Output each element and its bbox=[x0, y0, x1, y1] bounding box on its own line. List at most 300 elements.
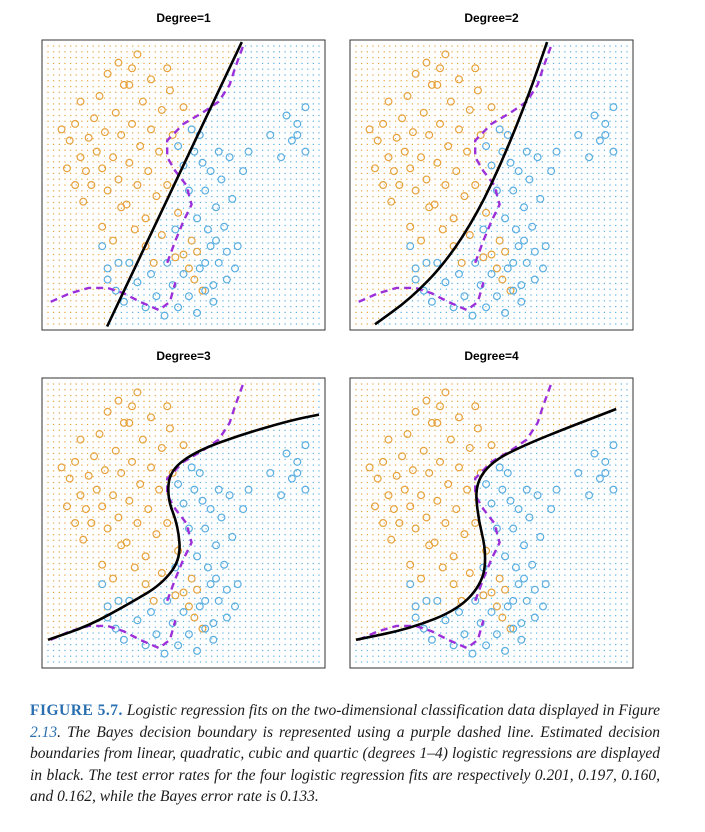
point-orange bbox=[83, 168, 90, 175]
point-orange bbox=[134, 389, 141, 396]
error-rate-degree-1: 0.201 bbox=[534, 766, 570, 784]
point-blue bbox=[537, 534, 544, 541]
point-orange bbox=[399, 453, 406, 460]
point-orange bbox=[153, 193, 160, 200]
point-orange bbox=[104, 408, 111, 415]
point-orange bbox=[96, 431, 103, 438]
point-orange bbox=[134, 520, 141, 527]
point-blue bbox=[148, 609, 155, 616]
point-blue bbox=[496, 464, 503, 471]
point-orange bbox=[194, 248, 201, 255]
point-orange bbox=[142, 553, 149, 560]
point-blue bbox=[294, 132, 301, 139]
point-blue bbox=[523, 486, 530, 493]
point-orange bbox=[385, 154, 392, 161]
point-blue bbox=[610, 442, 617, 449]
point-orange bbox=[385, 492, 392, 499]
point-orange bbox=[115, 59, 122, 66]
point-blue bbox=[480, 226, 487, 233]
point-blue bbox=[515, 581, 522, 588]
point-blue bbox=[597, 137, 604, 144]
point-blue bbox=[521, 575, 528, 582]
point-orange bbox=[442, 520, 449, 527]
point-blue bbox=[526, 514, 533, 521]
point-orange bbox=[188, 237, 195, 244]
point-orange bbox=[456, 414, 463, 421]
point-blue bbox=[120, 636, 127, 643]
point-orange bbox=[423, 397, 430, 404]
point-blue bbox=[442, 279, 449, 286]
point-blue bbox=[456, 609, 463, 616]
caption-sep-3: , and bbox=[30, 766, 661, 805]
point-blue bbox=[204, 226, 211, 233]
bayes-boundary-lower bbox=[51, 620, 176, 648]
point-blue bbox=[175, 143, 182, 150]
point-blue bbox=[240, 506, 247, 513]
point-orange bbox=[439, 226, 446, 233]
point-blue bbox=[175, 304, 182, 311]
point-blue bbox=[529, 561, 536, 568]
point-blue bbox=[515, 243, 522, 250]
point-orange bbox=[391, 506, 398, 513]
point-orange bbox=[407, 561, 414, 568]
point-blue bbox=[202, 187, 209, 194]
point-blue bbox=[540, 265, 547, 272]
point-blue bbox=[283, 112, 290, 119]
point-blue bbox=[175, 642, 182, 649]
point-orange bbox=[380, 120, 387, 127]
point-blue bbox=[586, 154, 593, 161]
point-orange bbox=[466, 445, 473, 452]
point-blue bbox=[510, 525, 517, 532]
point-orange bbox=[442, 389, 449, 396]
point-blue bbox=[229, 196, 236, 203]
point-orange bbox=[412, 408, 419, 415]
point-orange bbox=[118, 542, 125, 549]
point-blue bbox=[510, 597, 517, 604]
point-blue bbox=[267, 132, 274, 139]
point-blue bbox=[423, 597, 430, 604]
point-blue bbox=[434, 259, 441, 266]
point-orange bbox=[461, 193, 468, 200]
point-orange bbox=[139, 436, 146, 443]
point-orange bbox=[91, 115, 98, 122]
point-orange bbox=[380, 182, 387, 189]
point-blue bbox=[515, 168, 522, 175]
point-orange bbox=[64, 503, 71, 510]
point-orange bbox=[175, 209, 182, 216]
point-orange bbox=[96, 93, 103, 100]
point-blue bbox=[610, 486, 617, 493]
point-orange bbox=[407, 503, 414, 510]
point-blue bbox=[226, 492, 233, 499]
point-orange bbox=[158, 445, 165, 452]
point-orange bbox=[99, 503, 106, 510]
error-rate-degree-4: 0.162 bbox=[57, 788, 92, 805]
point-blue bbox=[278, 154, 285, 161]
point-orange bbox=[129, 120, 136, 127]
point-orange bbox=[99, 165, 106, 172]
point-blue bbox=[204, 564, 211, 571]
point-orange bbox=[496, 237, 503, 244]
point-orange bbox=[434, 159, 441, 166]
point-orange bbox=[372, 165, 379, 172]
point-orange bbox=[156, 148, 163, 155]
point-blue bbox=[207, 581, 214, 588]
point-blue bbox=[104, 603, 111, 610]
point-blue bbox=[104, 276, 111, 283]
point-orange bbox=[472, 65, 479, 72]
point-orange bbox=[104, 70, 111, 77]
point-blue bbox=[469, 312, 476, 319]
point-blue bbox=[289, 475, 296, 482]
point-orange bbox=[172, 254, 179, 261]
point-blue bbox=[494, 631, 501, 638]
point-orange bbox=[131, 226, 138, 233]
point-blue bbox=[115, 597, 122, 604]
caption-text-3: , while the Bayes error rate is bbox=[92, 788, 280, 805]
point-orange bbox=[380, 520, 387, 527]
bayes-error-rate: 0.133 bbox=[279, 788, 315, 805]
point-blue bbox=[226, 154, 233, 161]
point-orange bbox=[464, 148, 471, 155]
point-blue bbox=[202, 259, 209, 266]
point-blue bbox=[521, 237, 528, 244]
point-blue bbox=[175, 481, 182, 488]
point-orange bbox=[148, 76, 155, 83]
point-blue bbox=[215, 259, 222, 266]
point-orange bbox=[456, 464, 463, 471]
point-orange bbox=[401, 486, 408, 493]
figure-caption bbox=[30, 700, 660, 808]
point-orange bbox=[472, 182, 479, 189]
point-blue bbox=[199, 497, 206, 504]
point-blue bbox=[507, 497, 514, 504]
point-orange bbox=[156, 486, 163, 493]
point-blue bbox=[294, 470, 301, 477]
fit-boundary bbox=[356, 409, 616, 640]
point-orange bbox=[85, 472, 92, 479]
point-orange bbox=[445, 143, 452, 150]
point-blue bbox=[521, 204, 528, 211]
point-orange bbox=[164, 520, 171, 527]
point-orange bbox=[407, 223, 414, 230]
figure-label: FIGURE 5.7. bbox=[30, 702, 123, 719]
point-blue bbox=[504, 470, 511, 477]
point-blue bbox=[196, 603, 203, 610]
point-orange bbox=[164, 403, 171, 410]
point-blue bbox=[483, 143, 490, 150]
point-orange bbox=[380, 458, 387, 465]
point-blue bbox=[553, 486, 560, 493]
point-orange bbox=[388, 198, 395, 205]
point-orange bbox=[418, 237, 425, 244]
panel-title: Degree=4 bbox=[464, 349, 519, 363]
point-orange bbox=[72, 458, 79, 465]
point-orange bbox=[426, 542, 433, 549]
point-orange bbox=[466, 232, 473, 239]
point-orange bbox=[401, 148, 408, 155]
point-blue bbox=[575, 132, 582, 139]
point-orange bbox=[145, 168, 152, 175]
point-orange bbox=[134, 51, 141, 58]
point-blue bbox=[221, 223, 228, 230]
point-blue bbox=[461, 293, 468, 300]
point-blue bbox=[518, 620, 525, 627]
point-blue bbox=[234, 581, 241, 588]
point-orange bbox=[58, 126, 65, 133]
caption-text-2: . The Bayes decision boundary is represented using a purple dashed line. Estimated decision boundaries from linear, quadratic, cubic and quartic (degrees 1–4) logistic regressions are displayed in black. The test error rates for the four logistic regression fits are respectively bbox=[30, 723, 660, 784]
point-orange bbox=[404, 431, 411, 438]
point-orange bbox=[480, 254, 487, 261]
point-orange bbox=[450, 553, 457, 560]
point-orange bbox=[150, 597, 157, 604]
point-blue bbox=[245, 486, 252, 493]
point-orange bbox=[93, 486, 100, 493]
point-blue bbox=[196, 470, 203, 477]
point-blue bbox=[423, 259, 430, 266]
point-blue bbox=[302, 486, 309, 493]
point-blue bbox=[553, 148, 560, 155]
point-orange bbox=[148, 126, 155, 133]
point-orange bbox=[93, 148, 100, 155]
point-orange bbox=[434, 497, 441, 504]
point-orange bbox=[110, 492, 117, 499]
point-blue bbox=[194, 215, 201, 222]
point-blue bbox=[240, 168, 247, 175]
point-blue bbox=[534, 154, 541, 161]
caption-sep-1: , bbox=[569, 766, 579, 784]
point-orange bbox=[423, 59, 430, 66]
point-blue bbox=[99, 243, 106, 250]
point-blue bbox=[153, 631, 160, 638]
point-orange bbox=[72, 120, 79, 127]
point-blue bbox=[302, 442, 309, 449]
point-blue bbox=[223, 614, 230, 621]
point-blue bbox=[523, 597, 530, 604]
point-blue bbox=[407, 243, 414, 250]
point-blue bbox=[213, 575, 220, 582]
point-orange bbox=[442, 51, 449, 58]
point-orange bbox=[453, 168, 460, 175]
point-orange bbox=[102, 129, 109, 136]
point-blue bbox=[229, 534, 236, 541]
point-blue bbox=[194, 553, 201, 560]
point-blue bbox=[412, 265, 419, 272]
point-blue bbox=[521, 542, 528, 549]
panel-title: Degree=3 bbox=[156, 349, 211, 363]
point-orange bbox=[410, 129, 417, 136]
point-blue bbox=[289, 137, 296, 144]
point-blue bbox=[120, 298, 127, 305]
point-blue bbox=[542, 581, 549, 588]
point-blue bbox=[515, 506, 522, 513]
point-orange bbox=[372, 503, 379, 510]
point-blue bbox=[223, 276, 230, 283]
point-orange bbox=[439, 564, 446, 571]
point-orange bbox=[426, 204, 433, 211]
point-orange bbox=[407, 165, 414, 172]
point-blue bbox=[104, 265, 111, 272]
point-blue bbox=[278, 492, 285, 499]
point-orange bbox=[142, 215, 149, 222]
point-orange bbox=[99, 223, 106, 230]
point-blue bbox=[199, 159, 206, 166]
point-blue bbox=[504, 132, 511, 139]
point-orange bbox=[502, 586, 509, 593]
point-blue bbox=[412, 603, 419, 610]
point-blue bbox=[496, 126, 503, 133]
point-blue bbox=[223, 248, 230, 255]
point-blue bbox=[518, 282, 525, 289]
point-orange bbox=[77, 492, 84, 499]
point-orange bbox=[483, 209, 490, 216]
point-blue bbox=[502, 553, 509, 560]
point-blue bbox=[148, 271, 155, 278]
point-orange bbox=[393, 134, 400, 141]
point-orange bbox=[385, 98, 392, 105]
point-orange bbox=[456, 126, 463, 133]
point-orange bbox=[164, 182, 171, 189]
figure-ref-link[interactable]: 2.13 bbox=[30, 723, 58, 741]
error-rate-degree-2: 0.197 bbox=[578, 766, 613, 784]
point-orange bbox=[129, 403, 136, 410]
point-blue bbox=[412, 276, 419, 283]
point-orange bbox=[83, 506, 90, 513]
point-orange bbox=[366, 464, 373, 471]
point-orange bbox=[164, 65, 171, 72]
point-orange bbox=[167, 425, 174, 432]
point-orange bbox=[77, 98, 84, 105]
point-blue bbox=[512, 226, 519, 233]
point-orange bbox=[418, 575, 425, 582]
point-blue bbox=[294, 120, 301, 127]
point-blue bbox=[494, 293, 501, 300]
point-orange bbox=[442, 182, 449, 189]
panels bbox=[42, 11, 633, 668]
point-blue bbox=[602, 458, 609, 465]
point-blue bbox=[283, 450, 290, 457]
point-orange bbox=[447, 436, 454, 443]
point-orange bbox=[194, 586, 201, 593]
point-orange bbox=[139, 98, 146, 105]
point-blue bbox=[502, 215, 509, 222]
point-blue bbox=[510, 259, 517, 266]
point-orange bbox=[150, 259, 157, 266]
point-orange bbox=[496, 575, 503, 582]
point-blue bbox=[518, 298, 525, 305]
point-blue bbox=[518, 636, 525, 643]
point-blue bbox=[442, 617, 449, 624]
point-orange bbox=[158, 570, 165, 577]
point-blue bbox=[504, 265, 511, 272]
point-blue bbox=[548, 506, 555, 513]
point-blue bbox=[602, 120, 609, 127]
point-blue bbox=[483, 481, 490, 488]
point-orange bbox=[475, 425, 482, 432]
point-blue bbox=[245, 148, 252, 155]
point-blue bbox=[461, 631, 468, 638]
point-blue bbox=[223, 586, 230, 593]
point-orange bbox=[458, 259, 465, 266]
point-blue bbox=[210, 298, 217, 305]
panel-degree-1 bbox=[42, 11, 325, 330]
point-orange bbox=[366, 126, 373, 133]
point-blue bbox=[232, 603, 239, 610]
point-blue bbox=[548, 168, 555, 175]
point-orange bbox=[172, 592, 179, 599]
point-blue bbox=[213, 542, 220, 549]
point-blue bbox=[523, 148, 530, 155]
point-orange bbox=[99, 561, 106, 568]
point-blue bbox=[172, 226, 179, 233]
point-blue bbox=[221, 561, 228, 568]
point-orange bbox=[137, 481, 144, 488]
point-blue bbox=[161, 312, 168, 319]
point-orange bbox=[393, 472, 400, 479]
point-orange bbox=[385, 436, 392, 443]
error-rate-degree-3: 0.160 bbox=[621, 766, 657, 784]
point-orange bbox=[126, 497, 133, 504]
point-blue bbox=[610, 104, 617, 111]
point-blue bbox=[186, 631, 193, 638]
point-blue bbox=[267, 470, 274, 477]
point-blue bbox=[218, 514, 225, 521]
point-orange bbox=[447, 98, 454, 105]
point-blue bbox=[207, 243, 214, 250]
panel-degree-4 bbox=[350, 349, 633, 668]
point-orange bbox=[129, 458, 136, 465]
point-orange bbox=[66, 137, 73, 144]
point-orange bbox=[72, 182, 79, 189]
point-orange bbox=[404, 93, 411, 100]
point-orange bbox=[399, 115, 406, 122]
point-blue bbox=[407, 581, 414, 588]
point-orange bbox=[118, 204, 125, 211]
point-orange bbox=[102, 467, 109, 474]
point-blue bbox=[232, 265, 239, 272]
point-orange bbox=[72, 520, 79, 527]
point-orange bbox=[58, 464, 65, 471]
point-blue bbox=[191, 486, 198, 493]
point-blue bbox=[526, 176, 533, 183]
point-orange bbox=[80, 536, 87, 543]
point-blue bbox=[294, 458, 301, 465]
point-orange bbox=[412, 70, 419, 77]
point-orange bbox=[475, 87, 482, 94]
panel-title: Degree=2 bbox=[464, 11, 519, 25]
point-orange bbox=[142, 581, 149, 588]
point-blue bbox=[537, 196, 544, 203]
point-blue bbox=[202, 525, 209, 532]
point-orange bbox=[115, 397, 122, 404]
panel-title: Degree=1 bbox=[156, 11, 211, 25]
point-blue bbox=[302, 104, 309, 111]
point-blue bbox=[586, 492, 593, 499]
point-blue bbox=[597, 475, 604, 482]
point-orange bbox=[131, 564, 138, 571]
point-blue bbox=[469, 650, 476, 657]
point-orange bbox=[64, 165, 71, 172]
point-blue bbox=[99, 581, 106, 588]
point-blue bbox=[234, 243, 241, 250]
point-orange bbox=[445, 481, 452, 488]
point-orange bbox=[110, 575, 117, 582]
point-blue bbox=[531, 614, 538, 621]
point-blue bbox=[215, 486, 222, 493]
point-blue bbox=[196, 265, 203, 272]
point-orange bbox=[110, 237, 117, 244]
